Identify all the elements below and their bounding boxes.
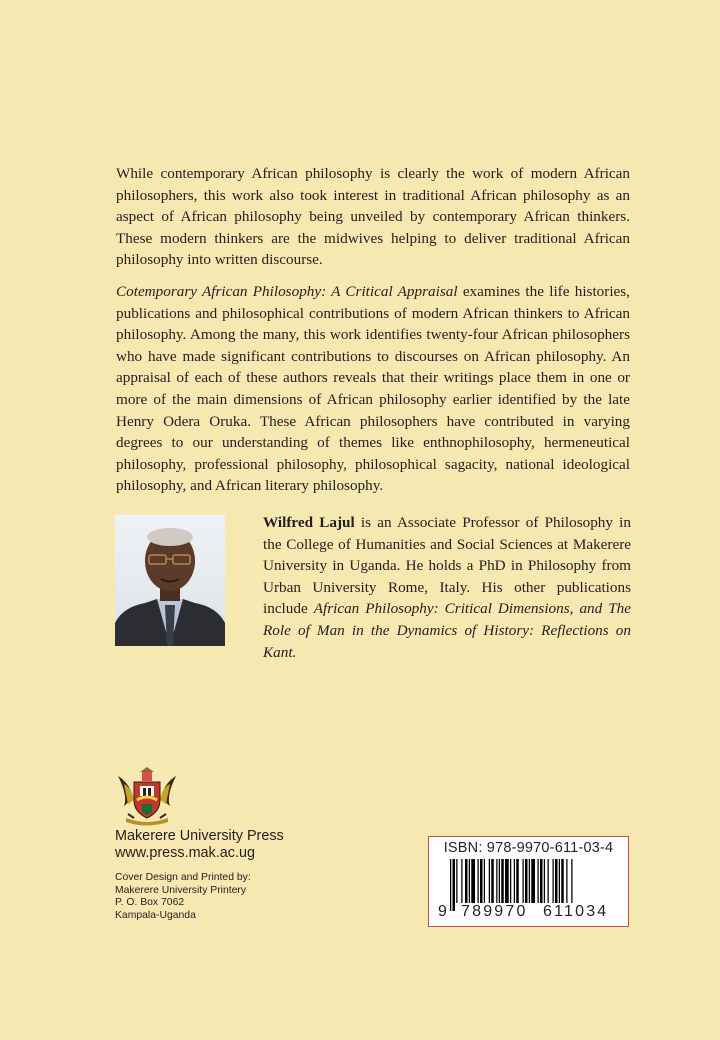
barcode-bar	[555, 859, 558, 903]
barcode-bar	[489, 859, 490, 903]
author-bio	[263, 512, 631, 663]
barcode-bar	[478, 859, 479, 903]
barcode-bar	[516, 859, 519, 903]
author-bio-text: is an Associate Professor of Philosophy in the College of Humanities and Social Sciences at Makerere University in Uganda. He holds a PhD in Philosophy from Urban University Rome, Italy. His other publications include	[263, 514, 631, 618]
barcode-bar	[461, 859, 462, 903]
back-cover-blurb	[116, 163, 630, 507]
author-name: Wilfred Lajul	[263, 514, 355, 531]
barcode-bar	[480, 859, 483, 903]
barcode-bar	[450, 859, 451, 911]
barcode-bar	[540, 859, 543, 903]
barcode-bar	[491, 859, 494, 903]
barcode-bar	[525, 859, 528, 903]
author-other-titles: African Philosophy: Critical Dimensions, and The Role of Man in the Dynamics of History: Reflections on Kant.	[263, 600, 632, 661]
barcode-bar	[501, 859, 504, 903]
blurb-paragraph-1: While contemporary African philosophy is clearly the work of modern African philosophers, this work also took interest in traditional African philosophy as an aspect of African philosophy being unveiled by contemporary African thinkers. These modern thinkers are the midwives helping to deliver traditional African philosophy into written discourse.	[116, 165, 630, 269]
barcode-bar	[548, 859, 549, 903]
barcode-bar	[561, 859, 564, 903]
university-crest-logo	[114, 766, 180, 826]
barcode-bar	[465, 859, 468, 903]
barcode-bar	[499, 859, 500, 903]
printer-info	[115, 872, 251, 922]
barcode-bar	[505, 859, 509, 903]
barcode-bar	[553, 859, 554, 903]
publisher-name: Makerere University Press	[115, 828, 284, 844]
barcode-bar	[456, 859, 457, 903]
barcode-digits-right: 611034	[543, 903, 609, 920]
barcode-bar	[544, 859, 545, 903]
printer-line: Makerere University Printery	[115, 884, 247, 896]
barcode-bar	[453, 859, 456, 911]
blurb-paragraph-2-text: examines the life histories, publications and philosophical contributions of modern African thinkers to African philosophy. Among the many, this work identifies twenty-four African philosophers who have made significant contributions to discourses on African philosophy. An appraisal of each of these authors reveals that their writings place them in one or more of the main dimensions of African philosophy earlier identified by the late Henry Odera Oruka. These African philosophers have contributed in varying degrees to our understanding of themes like enthnophilosophy, hermeneutical philosophy, professional philosophy, philosophical sagacity, national ideological philosophy, and African literary philosophy.	[116, 282, 630, 495]
isbn-barcode	[428, 836, 629, 927]
barcode-bar	[523, 859, 524, 903]
blurb-paragraph-2	[116, 281, 630, 497]
barcode-bar	[471, 859, 475, 903]
publisher-info	[115, 828, 284, 862]
barcode-bar	[559, 859, 560, 903]
barcode-bar	[566, 859, 567, 903]
barcode-bar	[484, 859, 485, 903]
barcode-bar	[531, 859, 535, 903]
printer-line: Cover Design and Printed by:	[115, 872, 251, 883]
isbn-label: ISBN: 978-9970-611-03-4	[443, 840, 614, 856]
author-photo	[115, 515, 225, 646]
barcode-bar	[469, 859, 470, 903]
printer-line: P. O. Box 7062	[115, 897, 185, 909]
barcode-digits-left: 789970	[461, 903, 528, 920]
barcode-bar	[538, 859, 539, 903]
book-title: Cotemporary African Philosophy: A Critical Appraisal	[116, 282, 458, 300]
barcode-bar	[496, 859, 497, 903]
publisher-website[interactable]: www.press.mak.ac.ug	[115, 845, 255, 861]
barcode-digit-first: 9	[438, 903, 447, 920]
barcode-bar	[529, 859, 530, 903]
printer-line: Kampala-Uganda	[115, 909, 196, 921]
